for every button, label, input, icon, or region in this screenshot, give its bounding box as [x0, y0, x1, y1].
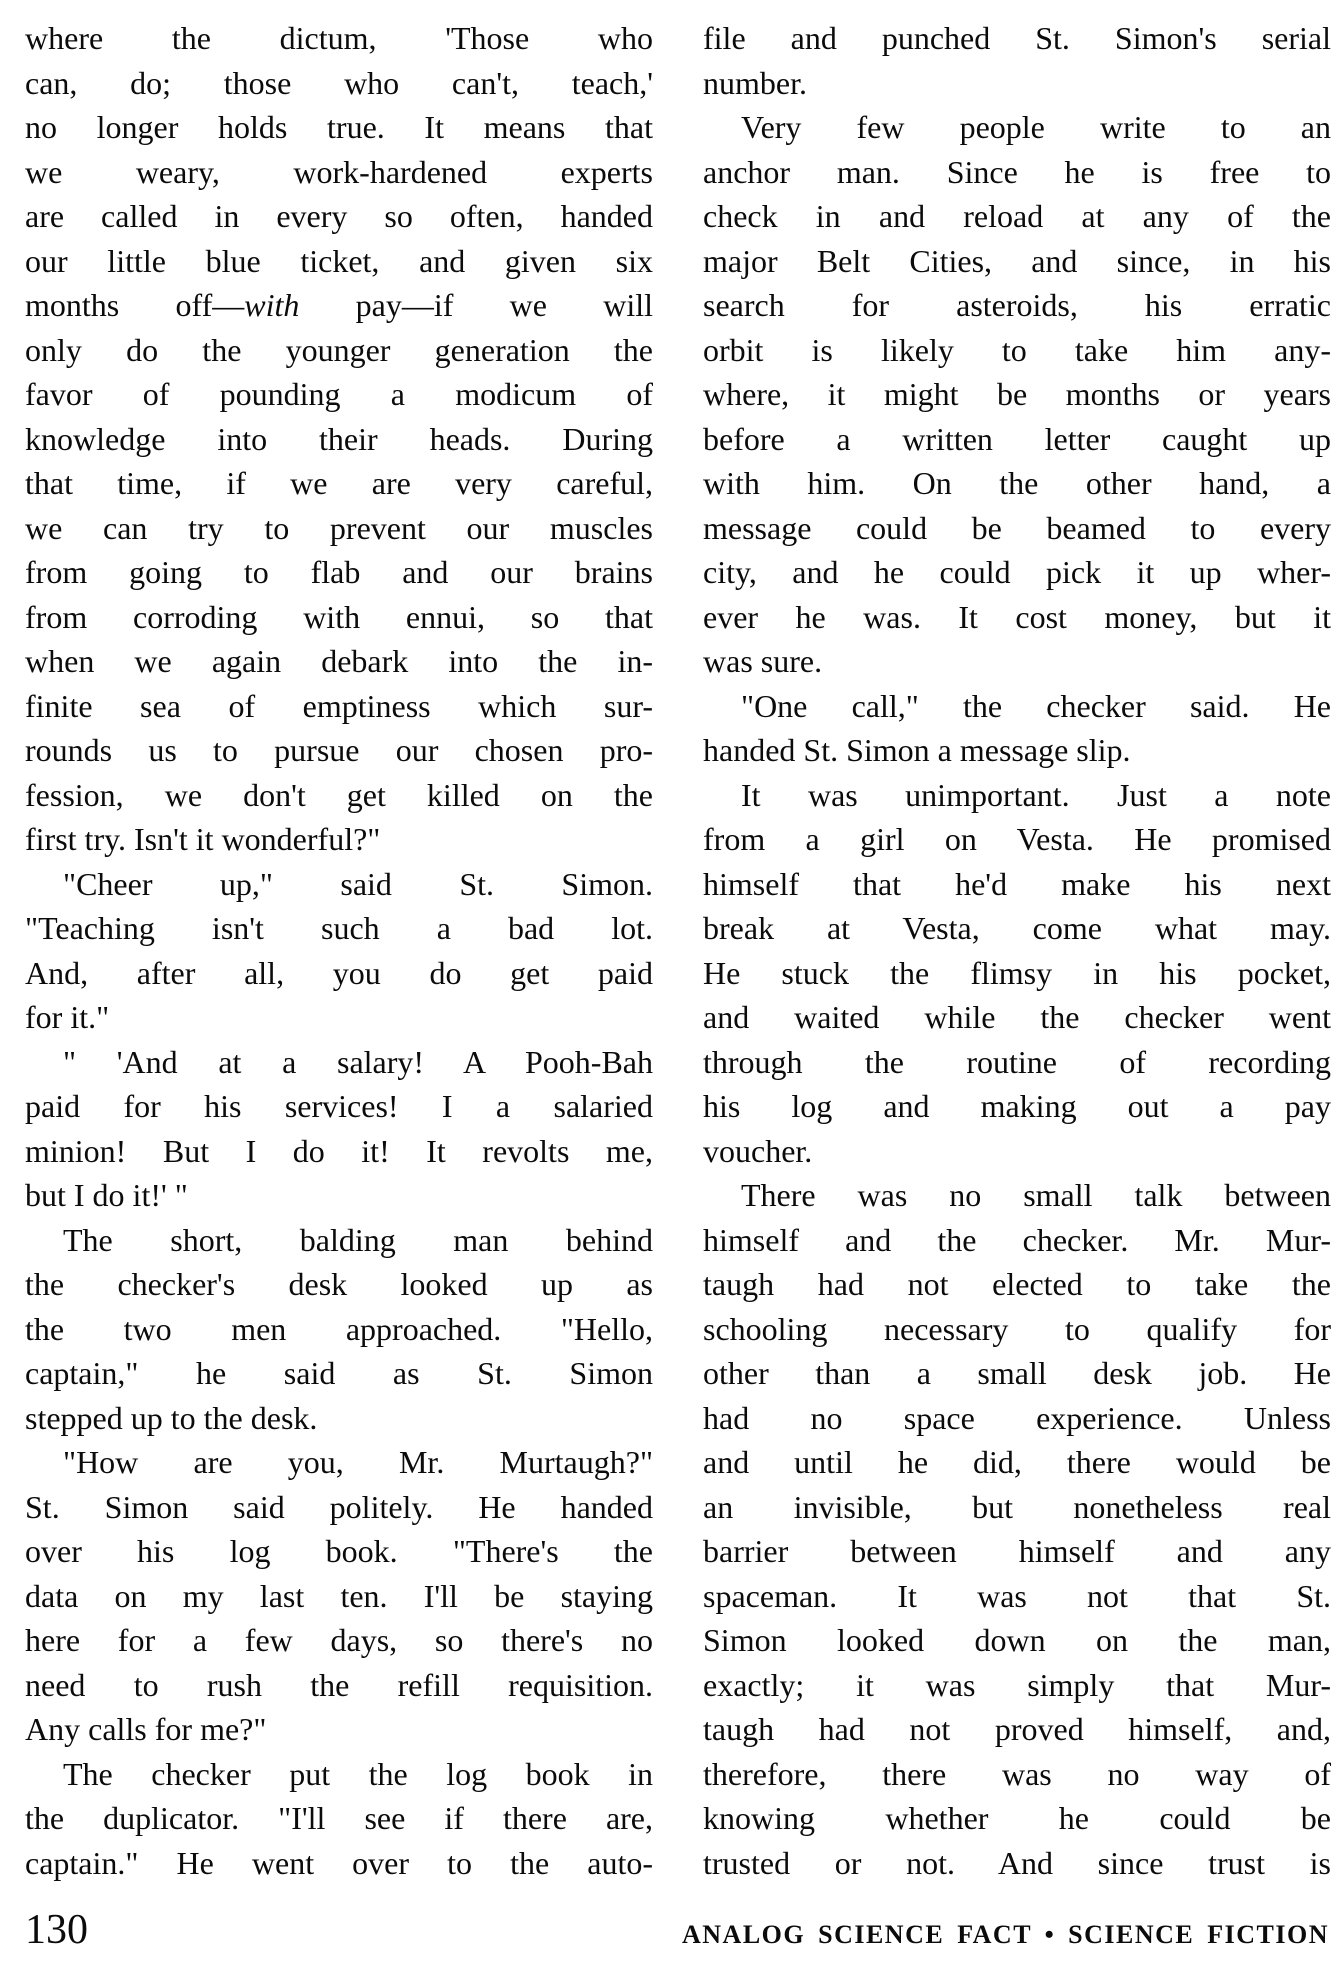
- text-line: paid for his services! I a salaried: [25, 1088, 653, 1124]
- text-line: and waited while the checker went: [703, 999, 1331, 1035]
- text-line: It was unimportant. Just a note: [741, 776, 1331, 813]
- text-line: "How are you, Mr. Murtaugh?": [63, 1444, 653, 1480]
- text-line: orbit is likely to take him any-: [703, 331, 1331, 368]
- text-line: schooling necessary to qualify for: [703, 1310, 1331, 1347]
- text-line: here for a few days, so there's no: [25, 1622, 653, 1658]
- text-line: rounds us to pursue our chosen pro-: [25, 732, 653, 768]
- page-number: 130: [25, 1907, 88, 1953]
- text-line: can, do; those who can't, teach,': [25, 64, 653, 101]
- text-line: check in and reload at any of the: [703, 198, 1331, 234]
- text-line: we weary, work-hardened experts: [25, 153, 653, 190]
- text-line: are called in every so often, handed: [25, 198, 653, 234]
- text-line: "One call," the checker said. He: [741, 687, 1331, 724]
- text-line: the checker's desk looked up as: [25, 1266, 653, 1302]
- paragraph: [25, 1752, 653, 1886]
- text-column-left: [25, 16, 653, 1885]
- paragraph: [703, 684, 1331, 773]
- text-line: break at Vesta, come what may.: [703, 910, 1331, 946]
- text-line: Very few people write to an: [741, 109, 1331, 145]
- text-line: voucher.: [703, 1132, 813, 1169]
- text-line: taugh had not proved himself, and,: [703, 1711, 1331, 1747]
- text-line: There was no small talk between: [741, 1177, 1331, 1213]
- text-line: barrier between himself and any: [703, 1533, 1331, 1569]
- text-line: months off—with pay—if we will: [25, 287, 653, 323]
- text-line: minion! But I do it! It revolts me,: [25, 1132, 653, 1169]
- text-line: from corroding with ennui, so that: [25, 598, 653, 635]
- text-line: exactly; it was simply that Mur-: [703, 1666, 1331, 1703]
- text-line: an invisible, but nonetheless real: [703, 1488, 1331, 1525]
- text-line: and until he did, there would be: [703, 1444, 1331, 1480]
- text-line: stepped up to the desk.: [25, 1399, 318, 1436]
- text-line: knowledge into their heads. During: [25, 420, 653, 457]
- text-line: the two men approached. "Hello,: [25, 1310, 653, 1347]
- text-line: He stuck the flimsy in his pocket,: [703, 954, 1331, 991]
- paragraph: [25, 1218, 653, 1441]
- text-line: Any calls for me?": [25, 1711, 267, 1747]
- text-line: need to rush the refill requisition.: [25, 1666, 653, 1703]
- paragraph: [25, 1040, 653, 1218]
- text-line: search for asteroids, his erratic: [703, 287, 1331, 323]
- text-line: from going to flab and our brains: [25, 554, 653, 590]
- text-line: for it.": [25, 999, 110, 1035]
- text-line: ever he was. It cost money, but it: [703, 598, 1331, 635]
- text-line: over his log book. "There's the: [25, 1533, 653, 1569]
- paragraph: [25, 862, 653, 1040]
- text-line: taugh had not elected to take the: [703, 1266, 1331, 1302]
- text-line: knowing whether he could be: [703, 1800, 1331, 1836]
- text-line: our little blue ticket, and given six: [25, 242, 653, 279]
- text-line: through the routine of recording: [703, 1043, 1331, 1080]
- text-line: captain," he said as St. Simon: [25, 1355, 653, 1391]
- text-line: message could be beamed to every: [703, 509, 1331, 546]
- text-line: spaceman. It was not that St.: [703, 1577, 1331, 1614]
- text-line: only do the younger generation the: [25, 331, 653, 368]
- text-line: himself that he'd make his next: [703, 865, 1331, 902]
- magazine-title: ANALOG SCIENCE FACT • SCIENCE FICTION: [681, 1920, 1329, 1949]
- text-line: finite sea of emptiness which sur-: [25, 687, 653, 724]
- text-line: "Teaching isn't such a bad lot.: [25, 910, 653, 946]
- text-line: that time, if we are very careful,: [25, 465, 653, 501]
- text-line: data on my last ten. I'll be staying: [25, 1577, 653, 1614]
- text-line: therefore, there was no way of: [703, 1755, 1331, 1792]
- page-footer: [25, 1907, 1331, 1958]
- text-line: St. Simon said politely. He handed: [25, 1488, 653, 1525]
- text-line: no longer holds true. It means that: [25, 109, 653, 145]
- text-line: And, after all, you do get paid: [25, 954, 653, 991]
- text-line: first try. Isn't it wonderful?": [25, 821, 381, 857]
- paragraph: [703, 16, 1331, 105]
- text-line: where the dictum, 'Those who: [25, 20, 653, 56]
- text-column-right: [703, 16, 1331, 1885]
- two-column-text-block: [25, 16, 1331, 1885]
- text-line: anchor man. Since he is free to: [703, 153, 1331, 190]
- text-line: from a girl on Vesta. He promised: [703, 821, 1331, 857]
- text-line: file and punched St. Simon's serial: [703, 20, 1331, 56]
- text-line: had no space experience. Unless: [703, 1399, 1331, 1436]
- text-line: number.: [703, 64, 807, 101]
- text-line: himself and the checker. Mr. Mur-: [703, 1221, 1331, 1258]
- text-line: the duplicator. "I'll see if there are,: [25, 1800, 653, 1836]
- paragraph: [703, 773, 1331, 1174]
- text-line: where, it might be months or years: [703, 376, 1331, 412]
- text-line: major Belt Cities, and since, in his: [703, 242, 1331, 279]
- text-line: "Cheer up," said St. Simon.: [63, 865, 653, 902]
- text-line: other than a small desk job. He: [703, 1355, 1331, 1391]
- text-line: Simon looked down on the man,: [703, 1622, 1331, 1658]
- text-line: handed St. Simon a message slip.: [703, 732, 1131, 768]
- paragraph: [25, 1440, 653, 1752]
- text-line: was sure.: [703, 643, 823, 679]
- text-line: The checker put the log book in: [63, 1755, 653, 1792]
- text-line: when we again debark into the in-: [25, 643, 653, 679]
- paragraph: [25, 16, 653, 862]
- text-line: before a written letter caught up: [703, 420, 1331, 457]
- text-line: trusted or not. And since trust is: [703, 1844, 1331, 1881]
- text-line: captain." He went over to the auto-: [25, 1844, 653, 1881]
- text-line: but I do it!' ": [25, 1177, 188, 1213]
- text-line: we can try to prevent our muscles: [25, 509, 653, 546]
- paragraph: [703, 105, 1331, 684]
- text-line: fession, we don't get killed on the: [25, 776, 653, 813]
- paragraph: [703, 1173, 1331, 1885]
- text-line: with him. On the other hand, a: [703, 465, 1331, 501]
- text-line: The short, balding man behind: [63, 1221, 653, 1258]
- text-line: favor of pounding a modicum of: [25, 376, 653, 412]
- text-line: his log and making out a pay: [703, 1088, 1331, 1124]
- text-line: city, and he could pick it up wher-: [703, 554, 1331, 590]
- text-line: " 'And at a salary! A Pooh-Bah: [63, 1043, 653, 1080]
